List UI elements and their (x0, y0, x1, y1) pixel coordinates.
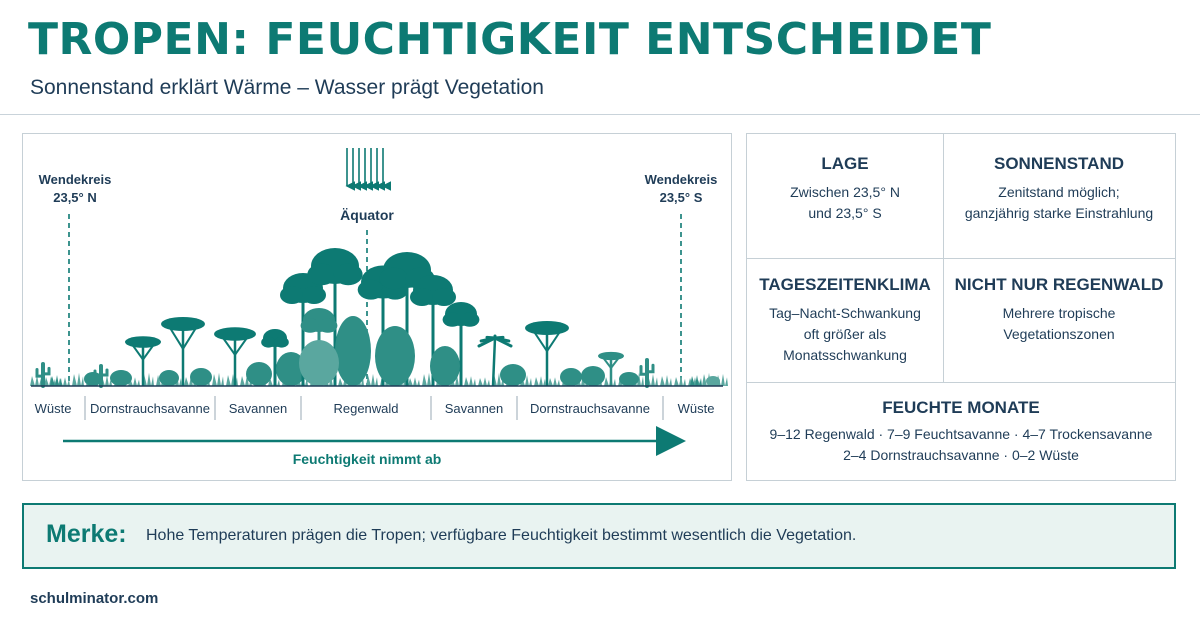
zone-label-savannen-south: Savannen (444, 401, 504, 416)
tree-canopy (460, 312, 479, 326)
acacia-canopy (214, 327, 256, 340)
tree-canopy (307, 264, 336, 286)
zone-label-wueste-south: Wüste (677, 401, 715, 416)
fact-title-regenwald: NICHT NUR REGENWALD (954, 275, 1164, 294)
fact-text-feuchte-monate (747, 424, 1175, 466)
grass-tuft (212, 373, 224, 386)
tree-canopy (432, 288, 456, 306)
shrub (581, 366, 605, 386)
grass-tuft (660, 375, 672, 386)
vegetation-profile-diagram (23, 134, 731, 480)
sun-rays-icon (347, 148, 383, 186)
shrub (430, 346, 460, 386)
fact-line: 2–4 Dornstrauchsavanne · 0–2 Wüste (843, 447, 1079, 463)
fact-line: ganzjährig starke Einstrahlung (964, 205, 1154, 221)
fact-card-regenwald (943, 275, 1175, 345)
shrub (159, 370, 179, 386)
merke-callout (22, 503, 1176, 569)
header-divider (0, 114, 1200, 115)
tree-canopy (274, 337, 288, 348)
grass-tuft (534, 376, 546, 386)
fact-title-tageszeitenklima: TAGESZEITENKLIMA (759, 275, 931, 294)
grid-divider-horizontal (747, 382, 1175, 383)
shrub (375, 326, 415, 386)
shrub (706, 376, 720, 386)
tree-canopy (318, 318, 337, 332)
zone-label-regenwald: Regenwald (333, 401, 399, 416)
tree-canopy (358, 280, 384, 300)
page-title: TROPEN: FEUCHTIGKEIT ENTSCHEIDET (28, 14, 992, 65)
fact-line: 9–12 Regenwald · 7–9 Feuchtsavanne · 4–7 Trockensavanne (769, 426, 1153, 442)
shrub (110, 370, 132, 386)
shrub (190, 368, 212, 386)
merke-label: Merke: (46, 520, 127, 548)
tree-canopy (280, 286, 304, 304)
grass-tuft (72, 373, 84, 386)
vegetation-diagram-panel (22, 133, 732, 481)
grass-tuft (408, 377, 420, 386)
equator-label: Äquator (340, 207, 394, 223)
acacia-canopy (525, 321, 569, 335)
fact-card-sonnenstand (943, 154, 1175, 224)
tree-canopy (334, 264, 363, 286)
shrub (335, 316, 371, 386)
vegetation-silhouette (30, 248, 728, 386)
grass-tuft (674, 376, 686, 386)
fact-text-regenwald (943, 303, 1175, 345)
tropic-north-label: Wendekreis (38, 172, 112, 187)
fact-line: Zenitstand möglich; (998, 184, 1120, 200)
shrub (619, 372, 639, 386)
tree-canopy (410, 288, 434, 306)
zone-label-dornstrauchsavanne-north: Dornstrauchsavanne (90, 401, 210, 416)
tree-canopy (302, 286, 326, 304)
fact-title-lage: LAGE (821, 154, 869, 173)
grass-tuft (478, 377, 490, 386)
fact-line: oft größer als (803, 326, 887, 342)
acacia-canopy (598, 352, 624, 360)
fact-line: Zwischen 23,5° N (790, 184, 900, 200)
acacia-canopy (161, 317, 205, 331)
zone-label-dornstrauchsavanne-south: Dornstrauchsavanne (530, 401, 650, 416)
fact-line: Tag–Nacht-Schwankung (769, 305, 921, 321)
fact-line: Mehrere tropische (1002, 305, 1116, 321)
fact-line: Monatsschwankung (783, 347, 907, 363)
tree-canopy (443, 312, 462, 326)
fact-text-tageszeitenklima (747, 303, 943, 366)
shrub (299, 340, 339, 386)
fact-title-sonnenstand: SONNENSTAND (993, 154, 1125, 173)
shrub (246, 362, 272, 386)
fact-card-feuchte-monate (747, 398, 1175, 466)
fact-card-lage (747, 154, 943, 224)
tree-canopy (301, 318, 320, 332)
fact-text-lage (747, 182, 943, 224)
page-subtitle: Sonnenstand erklärt Wärme – Wasser prägt Vegetation (30, 76, 544, 99)
zone-label-savannen-north: Savannen (228, 401, 288, 416)
zone-label-wueste-north: Wüste (34, 401, 72, 416)
shrub (560, 368, 582, 386)
merke-text: Hohe Temperaturen prägen die Tropen; verfügbare Feuchtigkeit bestimmt wesentlich die Vegetation. (146, 527, 857, 544)
fact-line: und 23,5° S (808, 205, 882, 221)
source-credit: schulminator.com (30, 590, 159, 607)
fact-title-feuchte-monate: FEUCHTE MONATE (882, 398, 1040, 417)
tropic-south-label: Wendekreis (644, 172, 718, 187)
grass-tuft (548, 377, 560, 386)
tree-canopy (379, 268, 408, 290)
shrub (500, 364, 526, 386)
grass-tuft (690, 375, 702, 386)
facts-grid-panel (746, 133, 1176, 481)
tree-canopy (261, 337, 275, 348)
grass-tuft (464, 376, 476, 386)
grid-divider-horizontal (747, 258, 1175, 259)
fact-text-sonnenstand (943, 182, 1175, 224)
humidity-gradient-label: Feuchtigkeit nimmt ab (292, 451, 442, 467)
fact-line: Vegetationszonen (1003, 326, 1115, 342)
tropic-south-degree: 23,5° S (659, 190, 703, 205)
tropic-north-degree: 23,5° N (53, 190, 97, 205)
fact-card-tageszeitenklima (747, 275, 943, 366)
acacia-canopy (125, 336, 161, 348)
